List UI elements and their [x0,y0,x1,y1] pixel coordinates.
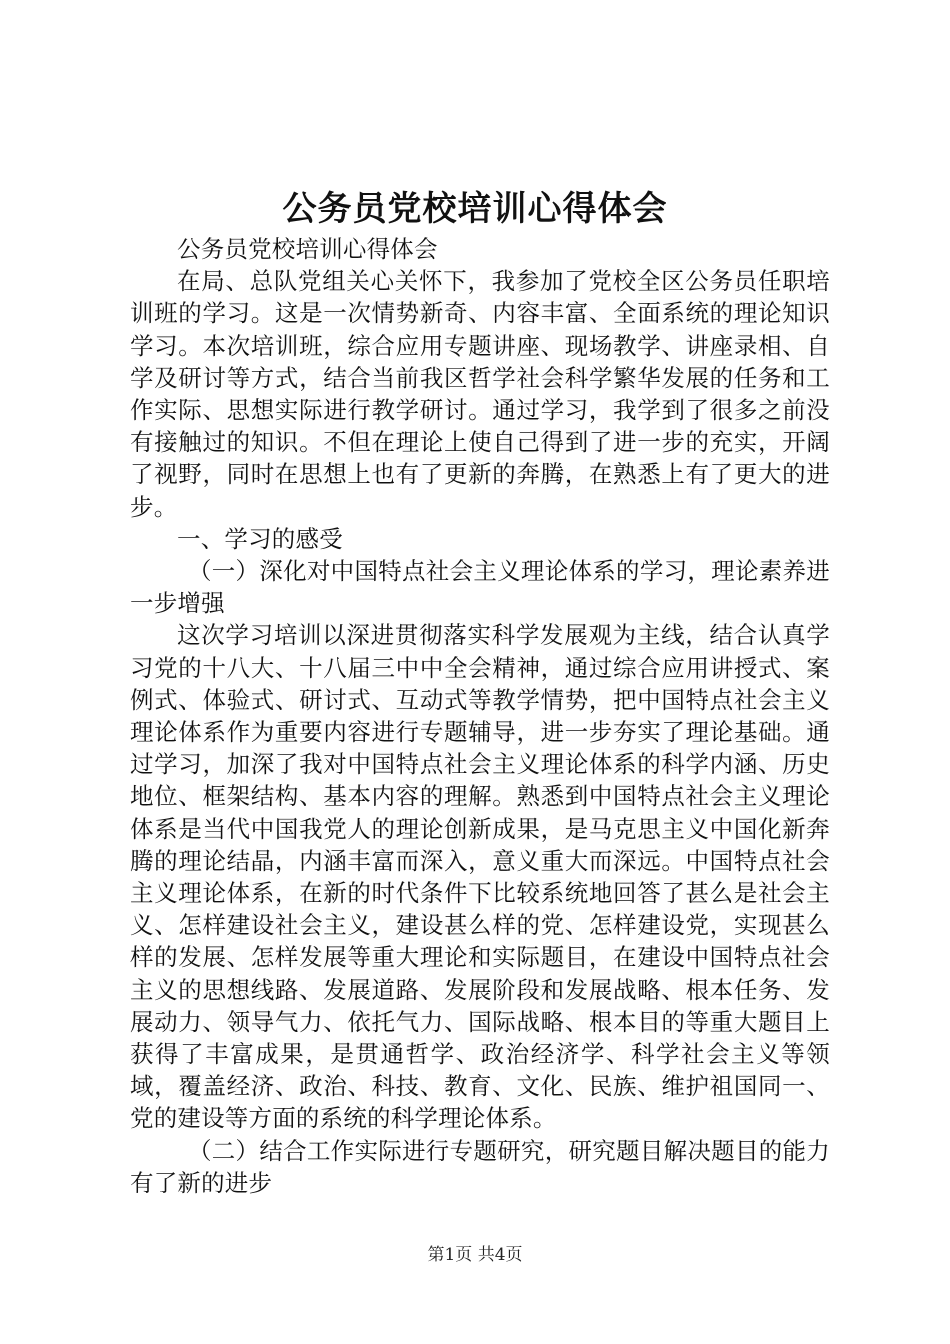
document-body [130,233,830,1199]
subtitle-paragraph: 公务员党校培训心得体会 [177,235,438,263]
section-heading: 一、学习的感受 [177,524,343,553]
page-footer: 第1页 共4页 [427,1245,523,1265]
intro-paragraph: 在局、总队党组关心关怀下，我参加了党校全区公务员任职培训班的学习。这是一次情势新奇、内容丰富、全面系统的理论知识学习。本次培训班，综合应用专题讲座、现场教学、讲座录相、自学及研讨等方式，结合当前我区哲学社会科学繁华发展的任务和工作实际、思想实际进行教学研讨。通过学习，我学到了很多之前没有接触过的知识。不但在理论上使自己得到了进一步的充实，开阔了视野，同时在思想上也有了更新的奔腾，在熟悉上有了更大的进步。 [130,267,830,521]
body-paragraph: 这次学习培训以深进贯彻落实科学发展观为主线，结合认真学习党的十八大、十八届三中中全会精神，通过综合应用讲授式、案例式、体验式、研讨式、互动式等教学情势，把中国特点社会主义理论体系作为重要内容进行专题辅导，进一步夯实了理论基础。通过学习，加深了我对中国特点社会主义理论体系的科学内涵、历史地位、框架结构、基本内容的理解。熟悉到中国特点社会主义理论体系是当代中国我党人的理论创新成果，是马克思主义中国化新奔腾的理论结晶，内涵丰富而深入，意义重大而深远。中国特点社会主义理论体系，在新的时代条件下比较系统地回答了甚么是社会主义、怎样建设社会主义，建设甚么样的党、怎样建设党，实现甚么样的发展、怎样发展等重大理论和实际题目，在建设中国特点社会主义的思想线路、发展道路、发展阶段和发展战略、根本任务、发展动力、领导气力、依托气力、国际战略、根本目的等重大题目上获得了丰富成果，是贯通哲学、政治经济学、科学社会主义等领域，覆盖经济、政治、科技、教育、文化、民族、维护祖国同一、党的建设等方面的系统的科学理论体系。 [130,621,830,1133]
subsection-heading-1: （一）深化对中国特点社会主义理论体系的学习，理论素养进一步增强 [130,557,830,618]
document-title: 公务员党校培训心得体会 [282,189,668,229]
subsection-heading-2: （二）结合工作实际进行专题研究，研究题目解决题目的能力有了新的进步 [130,1136,830,1197]
